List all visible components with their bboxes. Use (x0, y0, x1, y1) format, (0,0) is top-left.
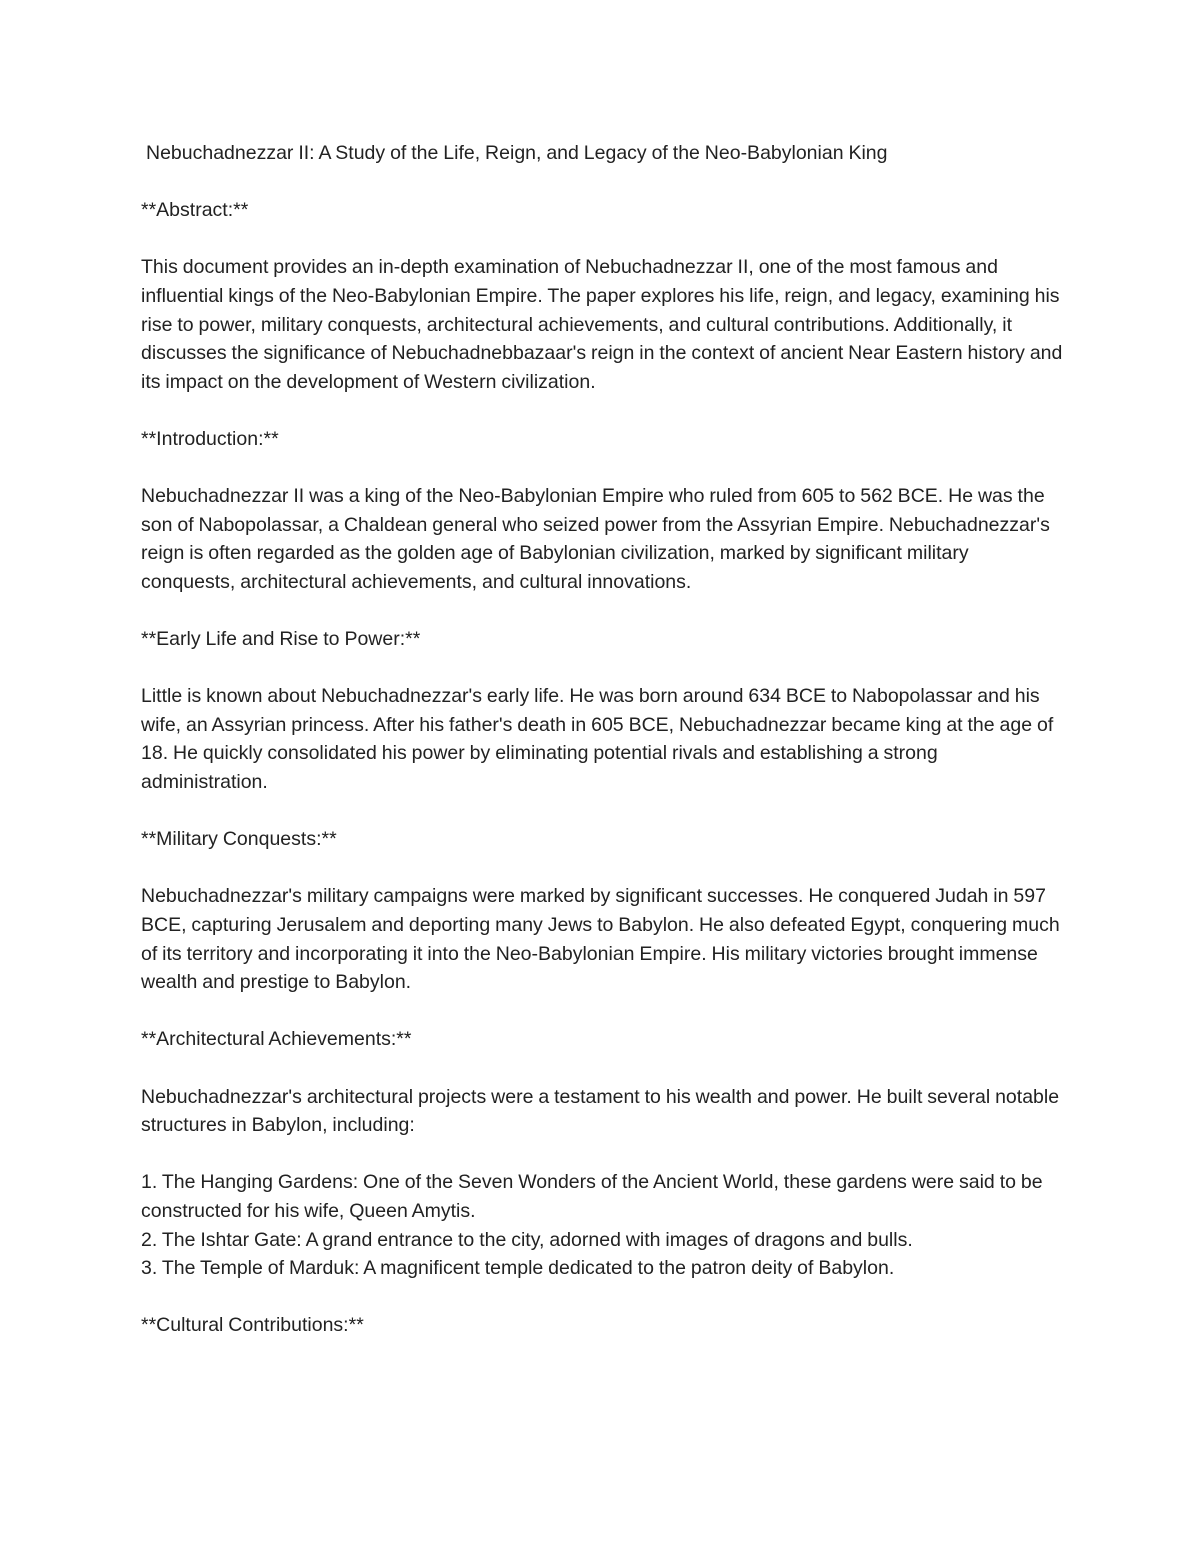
military-conquests-paragraph: Nebuchadnezzar's military campaigns were marked by significant successes. He conquered Judah in 597 BCE, capturing Jerusalem and deporting many Jews to Babylon. He also defeated Egypt, conquering much of its territory and incorporating it into the Neo-Babylonian Empire. His military victories brought immense wealth and prestige to Babylon. (141, 885, 1060, 994)
section-heading-abstract: **Abstract:** (141, 199, 249, 222)
list-item: 3. The Temple of Marduk: A magnificent temple dedicated to the patron deity of Babylon. (141, 1257, 895, 1280)
abstract-paragraph: This document provides an in-depth examination of Nebuchadnezzar II, one of the most famous and influential kings of the Neo-Babylonian Empire. The paper explores his life, reign, and legacy, examining his rise to power, military conquests, architectural achievements, and cultural contributions. Additionally, it discusses the significance of Nebuchadnebbazaar's reign in the context of ancient Near Eastern history and its impact on the development of Western civilization. (141, 256, 1063, 393)
list-item: 2. The Ishtar Gate: A grand entrance to the city, adorned with images of dragons and bulls. (141, 1228, 913, 1251)
architectural-achievements-paragraph: Nebuchadnezzar's architectural projects were a testament to his wealth and power. He built several notable structures in Babylon, including: (141, 1085, 1060, 1137)
list-item: 1. The Hanging Gardens: One of the Seven Wonders of the Ancient World, these gardens were said to be constructed for his wife, Queen Amytis. (141, 1171, 1043, 1222)
early-life-paragraph: Little is known about Nebuchadnezzar's early life. He was born around 634 BCE to Nabopolassar and his wife, an Assyrian princess. After his father's death in 605 BCE, Nebuchadnezzar became king at the age of 18. He quickly consolidated his power by eliminating potential rivals and establishing a strong administration. (141, 685, 1054, 794)
section-heading-introduction: **Introduction:** (141, 427, 279, 450)
introduction-paragraph: Nebuchadnezzar II was a king of the Neo-Babylonian Empire who ruled from 605 to 562 BCE. He was the son of Nabopolassar, a Chaldean general who seized power from the Assyrian Empire. Nebuchadnezzar's reign is often regarded as the golden age of Babylonian civilization, marked by significant military conquests, architectural achievements, and cultural innovations. (141, 485, 1050, 593)
section-heading-military-conquests: **Military Conquests:** (141, 828, 337, 851)
section-heading-cultural-contributions: **Cultural Contributions:** (141, 1314, 364, 1337)
architecture-list (141, 1168, 1066, 1282)
document-page (141, 139, 1066, 1369)
section-heading-architectural-achievements: **Architectural Achievements:** (141, 1028, 412, 1051)
document-title: Nebuchadnezzar II: A Study of the Life, Reign, and Legacy of the Neo-Babylonian King (146, 142, 888, 164)
section-heading-early-life: **Early Life and Rise to Power:** (141, 628, 421, 651)
